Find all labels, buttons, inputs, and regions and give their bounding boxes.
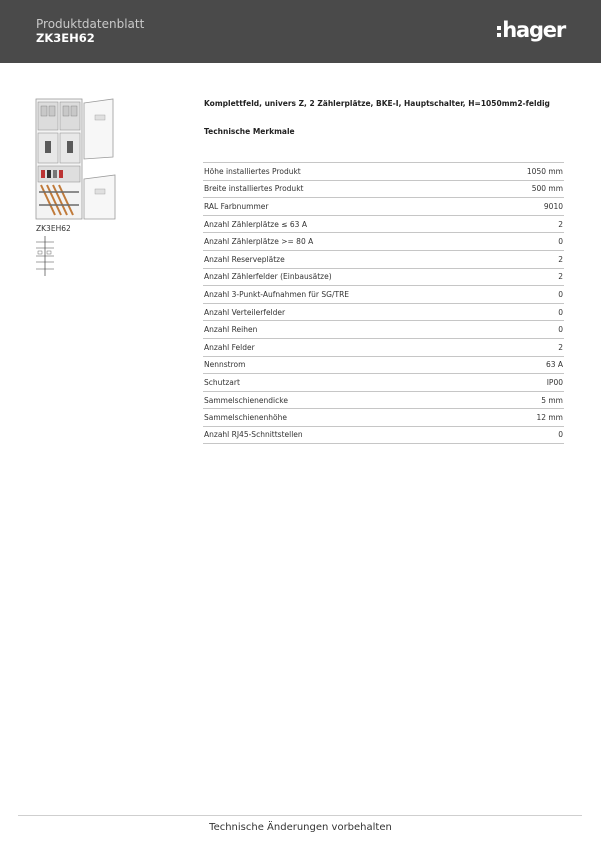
spec-table (203, 162, 564, 444)
spec-row (203, 197, 564, 215)
spec-label: Anzahl Reihen (204, 325, 258, 335)
spec-value: 0 (558, 430, 563, 440)
spec-value: 5 mm (541, 395, 563, 405)
spec-label: Sammelschienendicke (204, 395, 288, 405)
spec-row (203, 391, 564, 409)
spec-label: RAL Farbnummer (204, 201, 269, 211)
spec-label: Höhe installiertes Produkt (204, 166, 301, 176)
spec-value: 2 (558, 254, 563, 264)
spec-row (203, 408, 564, 426)
footer-disclaimer: Technische Änderungen vorbehalten (209, 822, 392, 833)
spec-value: 1050 mm (526, 166, 563, 176)
spec-label: Anzahl Felder (204, 342, 255, 352)
logo-mark-icon (497, 26, 501, 37)
spec-label: Anzahl Zählerplätze ≤ 63 A (204, 219, 307, 229)
spec-label: Anzahl Zählerfelder (Einbausätze) (204, 272, 332, 282)
spec-row (203, 250, 564, 268)
document-type: Produktdatenblatt (36, 17, 145, 31)
distribution-board-image (35, 97, 117, 221)
spec-row (203, 426, 564, 444)
spec-label: Schutzart (204, 377, 240, 387)
spec-row (203, 215, 564, 233)
spec-label: Breite installiertes Produkt (204, 184, 304, 194)
spec-label: Anzahl RJ45-Schnittstellen (204, 430, 303, 440)
spec-value: 0 (558, 325, 563, 335)
spec-value: 0 (558, 289, 563, 299)
logo-wordmark: hager (502, 17, 565, 42)
product-code: ZK3EH62 (36, 31, 95, 45)
product-title: Komplettfeld, univers Z, 2 Zählerplätze, BKE-I, Hauptschalter, H=1050mm2-feldig (204, 99, 550, 108)
spec-row (203, 320, 564, 338)
wiring-schematic-icon (36, 236, 54, 276)
spec-value: 63 A (545, 360, 563, 370)
spec-value: 0 (558, 237, 563, 247)
spec-value: IP00 (546, 377, 563, 387)
page-header (0, 0, 601, 63)
spec-label: Anzahl 3-Punkt-Aufnahmen für SG/TRE (204, 289, 350, 299)
spec-label: Anzahl Zählerplätze >= 80 A (204, 237, 314, 247)
spec-row (203, 268, 564, 286)
spec-label: Anzahl Verteilerfelder (204, 307, 286, 317)
hager-logo (497, 17, 565, 43)
spec-row (203, 162, 564, 180)
spec-value: 2 (558, 272, 563, 282)
spec-value: 2 (558, 342, 563, 352)
spec-row (203, 180, 564, 198)
image-caption: ZK3EH62 (36, 224, 71, 233)
spec-row (203, 356, 564, 374)
spec-value: 12 mm (536, 413, 563, 423)
spec-label: Sammelschienenhöhe (204, 413, 287, 423)
spec-row (203, 373, 564, 391)
spec-row (203, 303, 564, 321)
spec-value: 500 mm (531, 184, 563, 194)
section-title-technical-features: Technische Merkmale (204, 127, 295, 136)
spec-row (203, 338, 564, 356)
spec-row (203, 285, 564, 303)
footer-divider (18, 815, 582, 816)
spec-row (203, 232, 564, 250)
spec-value: 2 (558, 219, 563, 229)
spec-label: Anzahl Reserveplätze (204, 254, 285, 264)
spec-value: 0 (558, 307, 563, 317)
spec-label: Nennstrom (204, 360, 246, 370)
spec-value: 9010 (543, 201, 563, 211)
